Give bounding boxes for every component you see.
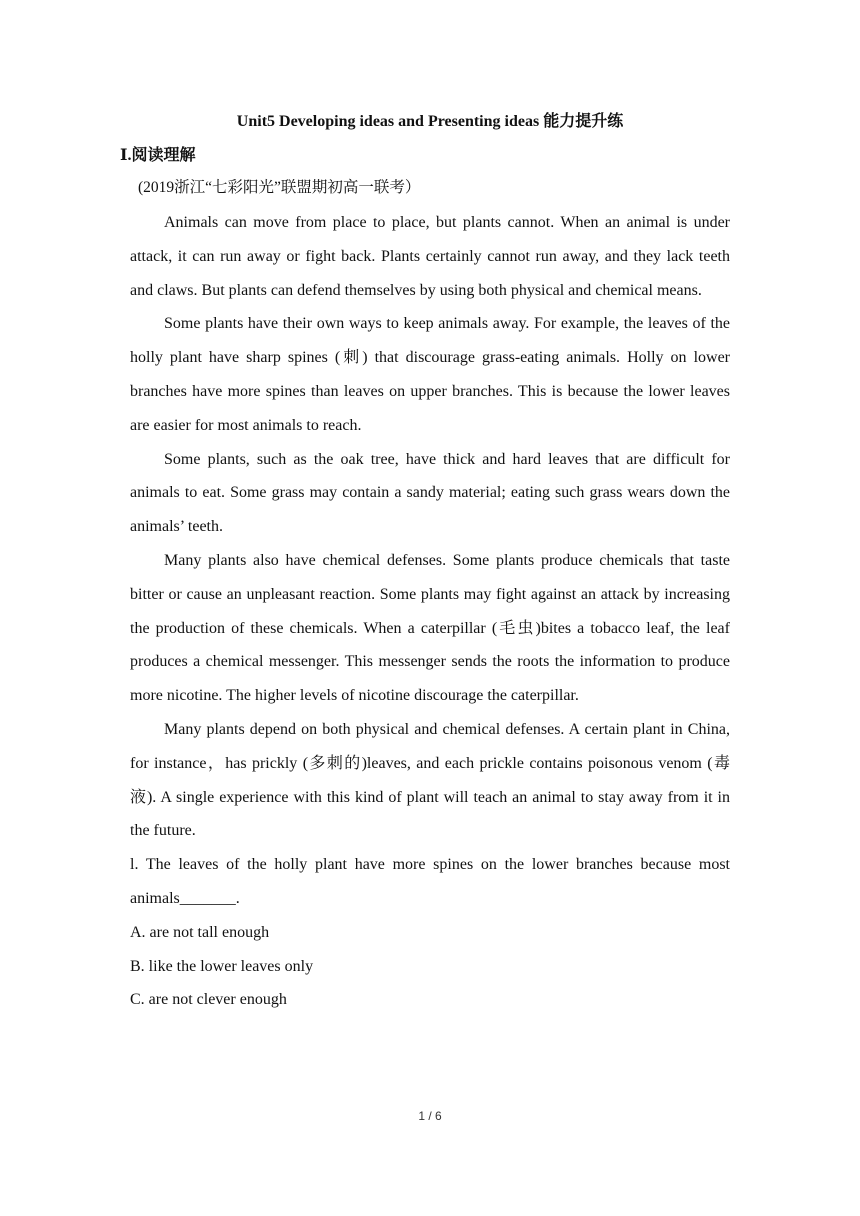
paragraph-5: Many plants depend on both physical and chemical defenses. A certain plant in China, for instance，has prickly (多刺的)leaves, and each prickle contains poisonous venom (毒液). A single experience with this kind of plant will teach an animal to stay away from it in the future. — [130, 720, 730, 840]
source-note: (2019浙江“七彩阳光”联盟期初高一联考） — [138, 179, 421, 196]
option-b: B. like the lower leaves only — [130, 957, 314, 975]
document-page — [120, 108, 730, 1017]
document-title: Unit5 Developing ideas and Presenting ideas 能力提升练 — [236, 113, 624, 130]
paragraph-1: Animals can move from place to place, but plants cannot. When an animal is under attack, it can run away or fight back. Plants certainly cannot run away, and they lack teeth and claws. But plants can defend themselves by using both physical and chemical means. — [130, 214, 730, 299]
page-number: 1 / 6 — [418, 1109, 442, 1123]
paragraph-4: Many plants also have chemical defenses. Some plants produce chemicals that taste bitter or cause an unpleasant reaction. Some plants may fight against an attack by increasing the production of these chemicals. When a caterpillar (毛虫)bites a tobacco leaf, the leaf produces a chemical messenger. This messenger sends the roots the information to produce more nicotine. The higher levels of nicotine discourage the caterpillar. — [130, 551, 730, 705]
question-stem: l. The leaves of the holly plant have more spines on the lower branches because most animals_______. — [130, 856, 730, 907]
option-a: A. are not tall enough — [130, 923, 270, 941]
paragraph-2: Some plants have their own ways to keep animals away. For example, the leaves of the holly plant have sharp spines (刺) that discourage grass-eating animals. Holly on lower branches have more spines than leaves on upper branches. This is because the lower leaves are easier for most animals to reach. — [130, 315, 730, 434]
option-c: C. are not clever enough — [130, 991, 287, 1009]
paragraph-3: Some plants, such as the oak tree, have thick and hard leaves that are difficult for animals to eat. Some grass may contain a sandy material; eating such grass wears down the animals’ teeth. — [130, 450, 730, 536]
section-heading: Ⅰ.阅读理解 — [120, 147, 196, 164]
